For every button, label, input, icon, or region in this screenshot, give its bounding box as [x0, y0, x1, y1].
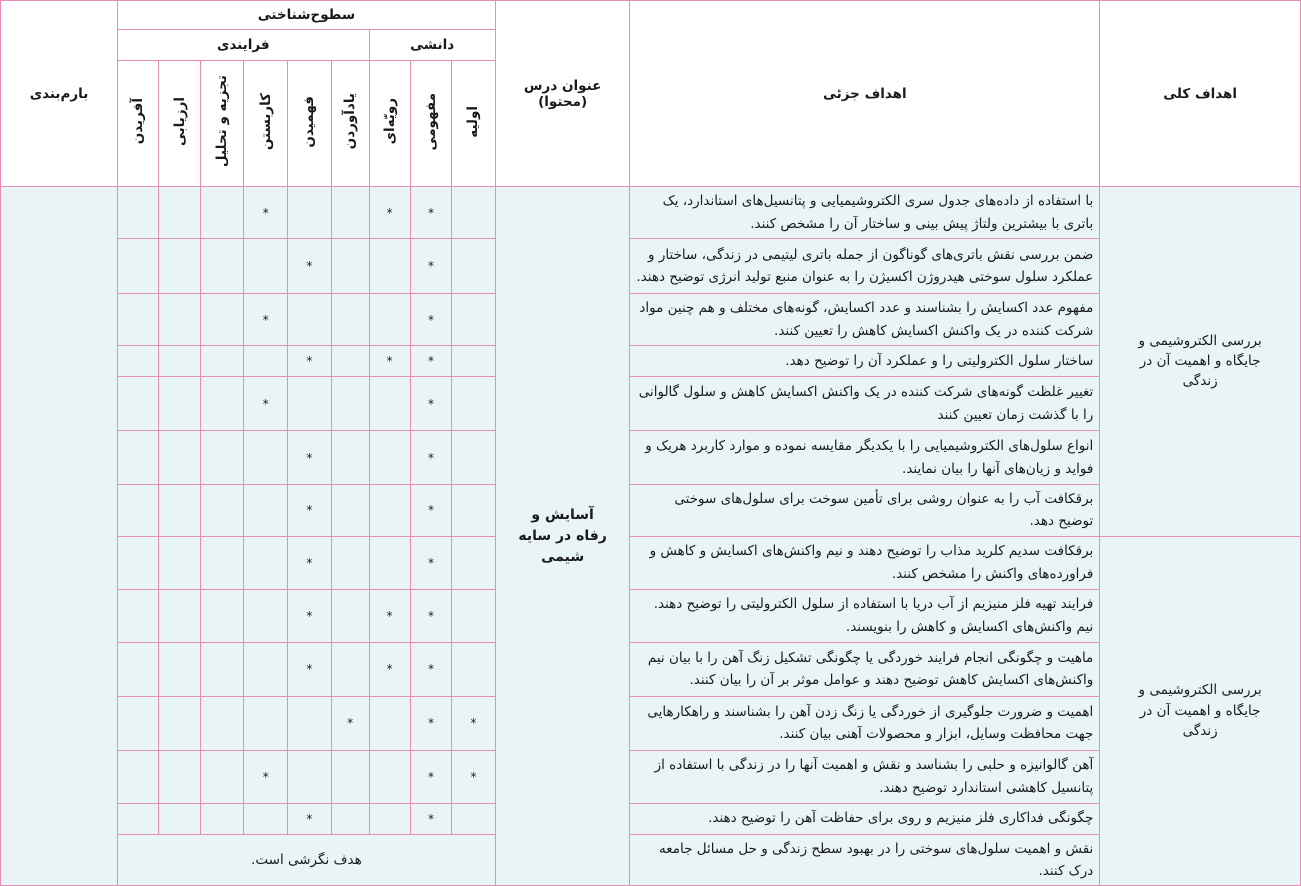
- specific-goal-cell: نقش و اهمیت سلول‌های سوختی را در بهبود سطح زندگی و حل مسائل جامعه درک کنند.: [630, 834, 1100, 886]
- general-goal-line: زندگی: [1182, 722, 1218, 739]
- general-goal-line: بررسی الکتروشیمی و: [1138, 682, 1262, 699]
- level-mark-cell: [331, 485, 369, 537]
- specific-goal-cell: ماهیت و چگونگی انجام فرایند خوردگی یا چگونگی تشکیل زنگ آهن را با بیان نیم واکنش‌های اکسایش کاهش توضیح دهند و عوامل موثر بر آن را بیان کنند.: [630, 642, 1100, 696]
- level-mark-cell: [369, 803, 410, 834]
- level-mark-cell: [159, 294, 200, 346]
- level-mark-cell: *: [288, 642, 332, 696]
- level-mark-cell: [331, 377, 369, 431]
- table-row: [1, 536, 1301, 589]
- level-mark-cell: *: [288, 536, 332, 589]
- level-mark-cell: [244, 431, 288, 485]
- level-mark-cell: [118, 346, 159, 377]
- level-mark-cell: [200, 239, 244, 294]
- level-mark-cell: [452, 377, 496, 431]
- level-mark-cell: *: [410, 346, 451, 377]
- specific-goal-cell: برقکافت آب را به عنوان روشی برای تأمین سوخت برای سلول‌های سوختی توضیح دهد.: [630, 485, 1100, 537]
- level-mark-cell: [452, 187, 496, 239]
- level-mark-cell: [118, 294, 159, 346]
- level-mark-cell: [452, 589, 496, 642]
- level-mark-cell: [244, 589, 288, 642]
- lesson-title-header-line2: (محتوا): [538, 93, 588, 110]
- level-mark-cell: [200, 187, 244, 239]
- level-applying-header: [244, 61, 288, 187]
- level-conceptual-label: مفهومی: [422, 92, 439, 151]
- general-goal-line: زندگی: [1182, 373, 1218, 390]
- level-mark-cell: [159, 377, 200, 431]
- level-mark-cell: [118, 239, 159, 294]
- specific-goal-cell: برقکافت سدیم کلرید مذاب را توضیح دهند و نیم واکنش‌های اکسایش و کاهش و فراورده‌های واکنش را مشخص کنند.: [630, 536, 1100, 589]
- specific-goal-cell: تغییر غلظت گونه‌های شرکت کننده در یک واکنش اکسایش کاهش و سلول گالوانی را با گذشت زمان تعیین کنند: [630, 377, 1100, 431]
- level-mark-cell: *: [410, 589, 451, 642]
- level-mark-cell: *: [452, 696, 496, 750]
- level-mark-cell: [118, 589, 159, 642]
- level-mark-cell: [159, 642, 200, 696]
- level-mark-cell: [369, 536, 410, 589]
- specific-goal-cell: آهن گالوانیزه و حلبی را بشناسد و نقش و اهمیت آنها را در زندگی با استفاده از پتانسیل کاهشی استاندارد توضیح دهند.: [630, 750, 1100, 803]
- specific-goal-cell: اهمیت و ضرورت جلوگیری از خوردگی یا زنگ زدن آهن را بشناسند و راهکارهایی جهت محافظت وسایل، ابزار و محصولات آهنی بیان کنند.: [630, 696, 1100, 750]
- level-mark-cell: [331, 239, 369, 294]
- specific-goal-cell: انواع سلول‌های الکتروشیمیایی را با یکدیگر مقایسه نموده و موارد کاربرد هریک و فواید و زیان‌های آنها را بیان نمایند.: [630, 431, 1100, 485]
- level-mark-cell: [159, 346, 200, 377]
- level-mark-cell: *: [288, 485, 332, 537]
- lesson-title-header-line1: عنوان درس: [523, 77, 602, 94]
- level-mark-cell: [200, 485, 244, 537]
- level-mark-cell: [159, 589, 200, 642]
- level-analyzing-header: [200, 61, 244, 187]
- level-mark-cell: [369, 750, 410, 803]
- level-mark-cell: [288, 294, 332, 346]
- level-mark-cell: [159, 750, 200, 803]
- level-mark-cell: [244, 642, 288, 696]
- level-mark-cell: [369, 431, 410, 485]
- level-mark-cell: *: [369, 642, 410, 696]
- general-goal-line: جایگاه و اهمیت آن در: [1139, 702, 1261, 719]
- level-mark-cell: [118, 803, 159, 834]
- level-mark-cell: [200, 803, 244, 834]
- level-analyzing-label: تجزیه و تحلیل: [214, 75, 231, 168]
- level-applying-label: کاربستن: [257, 92, 274, 151]
- level-mark-cell: [200, 750, 244, 803]
- level-mark-cell: [331, 187, 369, 239]
- level-mark-cell: *: [369, 346, 410, 377]
- specific-goal-cell: با استفاده از داده‌های جدول سری الکتروشیمیایی و پتانسیل‌های استاندارد، یک باتری با بیشترین ولتاژ پیش بینی و ساختار آن را مشخص کنند.: [630, 187, 1100, 239]
- level-creating-header: [118, 61, 159, 187]
- level-mark-cell: [159, 431, 200, 485]
- scoring-cell: [1, 187, 118, 886]
- level-mark-cell: [200, 642, 244, 696]
- level-mark-cell: [159, 803, 200, 834]
- level-mark-cell: [118, 377, 159, 431]
- level-mark-cell: *: [288, 431, 332, 485]
- level-mark-cell: *: [410, 750, 451, 803]
- level-mark-cell: [331, 346, 369, 377]
- cognitive-levels-header: سطوح‌شناختی: [118, 1, 496, 30]
- level-mark-cell: [452, 642, 496, 696]
- level-understanding-header: [288, 61, 332, 187]
- level-mark-cell: *: [410, 485, 451, 537]
- level-mark-cell: [369, 696, 410, 750]
- level-mark-cell: [159, 485, 200, 537]
- table-row: [1, 187, 1301, 239]
- level-mark-cell: [244, 536, 288, 589]
- level-mark-cell: *: [331, 696, 369, 750]
- level-mark-cell: [452, 239, 496, 294]
- level-mark-cell: *: [410, 239, 451, 294]
- general-goal-cell: [1100, 187, 1301, 537]
- level-mark-cell: *: [369, 589, 410, 642]
- level-mark-cell: [452, 536, 496, 589]
- level-mark-cell: [288, 696, 332, 750]
- level-mark-cell: [118, 431, 159, 485]
- level-mark-cell: [244, 346, 288, 377]
- level-mark-cell: [118, 750, 159, 803]
- level-mark-cell: [331, 750, 369, 803]
- level-mark-cell: *: [244, 750, 288, 803]
- level-mark-cell: [118, 187, 159, 239]
- level-mark-cell: [118, 642, 159, 696]
- level-mark-cell: [452, 346, 496, 377]
- level-mark-cell: [244, 239, 288, 294]
- general-goals-header: اهداف کلی: [1100, 1, 1301, 187]
- level-remembering-label: یادآوردن: [342, 93, 359, 150]
- level-remembering-header: [331, 61, 369, 187]
- specific-goal-cell: فرایند تهیه فلز منیزیم از آب دریا با استفاده از سلول الکترولیتی را توضیح دهند. نیم واکنش‌های اکسایش و کاهش را بنویسند.: [630, 589, 1100, 642]
- level-mark-cell: [200, 589, 244, 642]
- level-mark-cell: [200, 431, 244, 485]
- level-procedural-label: رویّه‌ای: [381, 98, 398, 145]
- level-mark-cell: [200, 536, 244, 589]
- attitude-note: هدف نگرشی است.: [118, 834, 496, 886]
- level-mark-cell: [369, 294, 410, 346]
- level-mark-cell: [200, 377, 244, 431]
- scoring-header: بارم‌بندی: [1, 1, 118, 187]
- level-mark-cell: [159, 536, 200, 589]
- level-mark-cell: [118, 696, 159, 750]
- level-mark-cell: [159, 696, 200, 750]
- general-goal-line: بررسی الکتروشیمی و: [1138, 332, 1262, 349]
- level-mark-cell: [200, 294, 244, 346]
- level-mark-cell: [118, 536, 159, 589]
- level-initial-label: اولیه: [465, 105, 482, 138]
- level-mark-cell: *: [410, 187, 451, 239]
- level-mark-cell: [200, 696, 244, 750]
- level-mark-cell: *: [410, 642, 451, 696]
- level-mark-cell: *: [288, 239, 332, 294]
- lesson-title-line: شیمی: [541, 548, 585, 565]
- level-mark-cell: [331, 803, 369, 834]
- level-mark-cell: [331, 294, 369, 346]
- specific-goal-cell: ضمن بررسی نقش باتری‌های گوناگون از جمله باتری لیتیمی در زندگی، ساختار و عملکرد سلول سوختی هیدروژن اکسیژن را به عنوان منبع تولید انرژی توضیح دهند.: [630, 239, 1100, 294]
- specific-goal-cell: ساختار سلول الکترولیتی را و عملکرد آن را توضیح دهد.: [630, 346, 1100, 377]
- level-mark-cell: [452, 431, 496, 485]
- level-mark-cell: [118, 485, 159, 537]
- level-mark-cell: [159, 239, 200, 294]
- level-mark-cell: *: [369, 187, 410, 239]
- level-initial-header: [452, 61, 496, 187]
- lesson-title-line: آسایش و: [531, 506, 594, 523]
- lesson-title-line: رفاه در سایه: [518, 527, 607, 544]
- lesson-title-cell: [495, 187, 630, 886]
- level-mark-cell: *: [288, 589, 332, 642]
- level-evaluating-label: ارزیابی: [171, 96, 188, 147]
- level-mark-cell: *: [410, 294, 451, 346]
- specific-goal-cell: چگونگی فداکاری فلز منیزیم و روی برای حفاظت آهن را توضیح دهند.: [630, 803, 1100, 834]
- level-mark-cell: *: [452, 750, 496, 803]
- level-mark-cell: *: [244, 377, 288, 431]
- level-mark-cell: [200, 346, 244, 377]
- level-mark-cell: [331, 431, 369, 485]
- level-mark-cell: [452, 294, 496, 346]
- level-evaluating-header: [159, 61, 200, 187]
- level-procedural-header: [369, 61, 410, 187]
- level-mark-cell: [288, 187, 332, 239]
- level-mark-cell: *: [410, 536, 451, 589]
- level-mark-cell: [369, 485, 410, 537]
- level-understanding-label: فهمیدن: [301, 95, 318, 148]
- specific-goals-header: اهداف جزئی: [630, 1, 1100, 187]
- process-header: فرایندی: [118, 30, 370, 61]
- level-mark-cell: [288, 377, 332, 431]
- level-mark-cell: [244, 803, 288, 834]
- lesson-title-header: [495, 1, 630, 187]
- level-mark-cell: *: [410, 431, 451, 485]
- level-mark-cell: [452, 485, 496, 537]
- level-mark-cell: [244, 485, 288, 537]
- level-mark-cell: *: [244, 294, 288, 346]
- level-mark-cell: *: [410, 696, 451, 750]
- knowledge-header: دانشی: [369, 30, 495, 61]
- level-mark-cell: [369, 239, 410, 294]
- level-mark-cell: [331, 536, 369, 589]
- level-mark-cell: [331, 589, 369, 642]
- level-mark-cell: *: [410, 377, 451, 431]
- level-mark-cell: *: [288, 346, 332, 377]
- level-creating-label: آفریدن: [130, 98, 147, 145]
- level-mark-cell: *: [244, 187, 288, 239]
- level-mark-cell: [369, 377, 410, 431]
- level-mark-cell: [452, 803, 496, 834]
- level-mark-cell: [159, 187, 200, 239]
- general-goal-cell: [1100, 536, 1301, 886]
- general-goal-line: جایگاه و اهمیت آن در: [1139, 353, 1261, 370]
- specific-goal-cell: مفهوم عدد اکسایش را بشناسند و عدد اکسایش، گونه‌های مختلف و هم چنین مواد شرکت کننده در یک واکنش اکسایش کاهش را تعیین کنند.: [630, 294, 1100, 346]
- level-mark-cell: [331, 642, 369, 696]
- level-mark-cell: *: [410, 803, 451, 834]
- level-mark-cell: [288, 750, 332, 803]
- level-mark-cell: [244, 696, 288, 750]
- level-mark-cell: *: [288, 803, 332, 834]
- level-conceptual-header: [410, 61, 451, 187]
